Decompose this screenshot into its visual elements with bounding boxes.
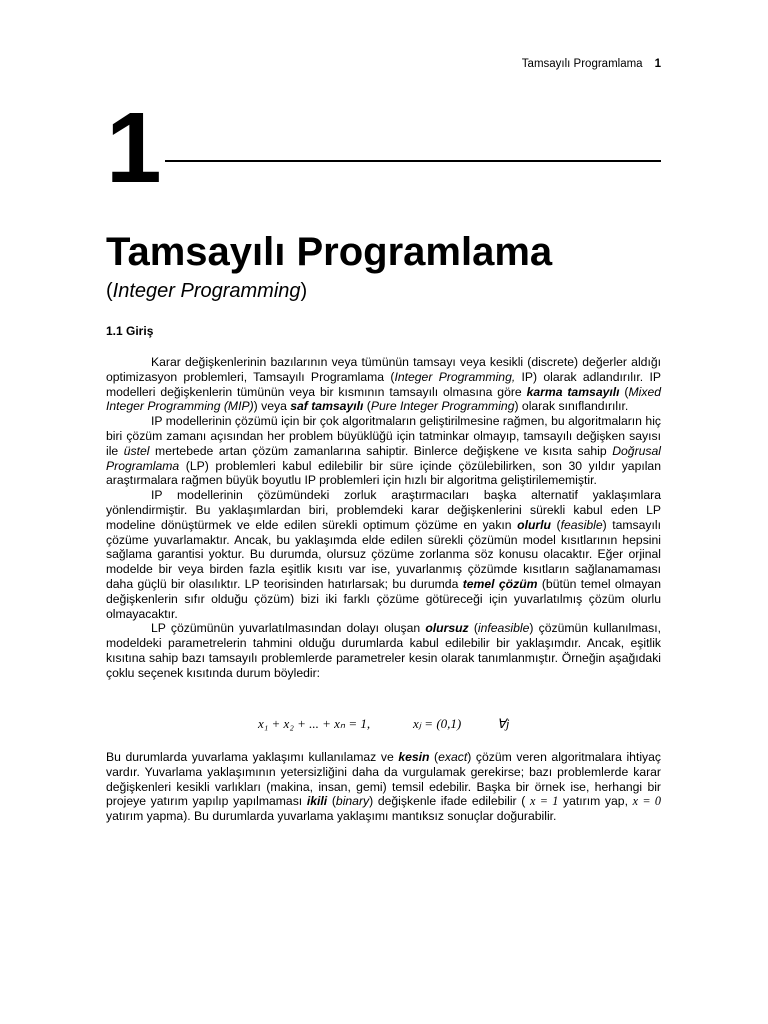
running-header bbox=[522, 58, 661, 70]
math-x-equals-1: x = 1 bbox=[529, 794, 559, 809]
running-header-title: Tamsayılı Programlama bbox=[521, 58, 643, 70]
body-text-continued bbox=[106, 750, 661, 824]
chapter-title: Tamsayılı Programlama bbox=[106, 230, 553, 274]
math-x-equals-0: x = 0 bbox=[632, 794, 661, 809]
paragraph-complexity: IP modellerinin çözümü için bir çok algoritmaların geliştirilmesine rağmen, bu algoritmaların hiç biri çözüm zamanı açısından her problem büyüklüğü için tatminkar olmayıp, tamsayılı değişken sayısı ile üstel mertebede artan çözüm zamanlarına sahiptir. Binlerce değişkene ve kısıta sahip Doğrusal Programlama (LP) problemleri kabul edilebilir bir süre içinde çözülebilirken, son 30 yıldır yapılan araştırmalara rağmen büyük boyutlu IP problemleri için hızlı bir algoritma geliştirilememiştir. bbox=[106, 414, 661, 488]
section-heading: 1.1 Giriş bbox=[106, 324, 154, 338]
paragraph-intro: Karar değişkenlerinin bazılarının veya tümünün tamsayı veya kesikli (discrete) değerler aldığı optimizasyon problemleri, Tamsayılı Programlama (Integer Programming, IP) olarak adlandırılır. IP modelleri değişkenlerin tümünün veya bir kısmının tamsayılı olmasına göre karma tamsayılı (Mixed Integer Programming (MIP)) veya saf tamsayılı (Pure Integer Programming) olarak sınıflandırılır. bbox=[106, 355, 662, 414]
subtitle-term: Integer Programming bbox=[112, 280, 301, 302]
paragraph-exact: Bu durumlarda yuvarlama yaklaşımı kullanılamaz ve kesin (exact) çözüm veren algoritmalara ihtiyaç vardır. Yuvarlama yaklaşımının yetersizliğini daha da vurgulamak gerekirse; bazı problemlerde karar değişkenleri kesikli varlıkları (makina, insan, gemi) temsil edebilir. Başka bir örnek ise, herhangi bir projeye yatırım yapılıp yapılmaması ikili (binary) değişkenle ifade edilebilir ( x = 1 yatırım yap, x = 0 yatırım yapma). Bu durumlarda yuvarlama yaklaşımı mantıksız sonuçlar doğurabilir. bbox=[106, 750, 661, 824]
paragraph-rounding: IP modellerinin çözümündeki zorluk araştırmacıları başka alternatif yaklaşımlara yönlendirmiştir. Bu yaklaşımlardan biri, problemdeki karar değişkenlerini sürekli kabul eden LP modeline dönüştürmek ve elde edilen sürekli optimum çözüme en yakın olurlu (feasible) tamsayılı çözüme yuvarlamaktır. Ancak, bu yaklaşımda elde edilen sürekli çözümün model kısıtlarının hepsini sağlama garantisi yoktur. Bu durumda, olursuz çözüme zorlanma söz konusu olacaktır. Eğer orjinal modelde bir veya birden fazla eşitlik kısıtı var ise, yuvarlanmış çözümde kısıtların sağlanamaması daha güçlü bir olasılıktır. LP teorisinden hatırlarsak; bu durumda temel çözüm (bütün temel olmayan değişkenlerin sıfır olduğu çözüm) bizi iki farklı çözüme götüreceği için yuvarlatılmış çözüm olurlu olmayacaktır. bbox=[106, 488, 661, 621]
chapter-number: 1 bbox=[106, 92, 162, 204]
constraint-forall: ∀j bbox=[497, 716, 510, 731]
chapter-rule bbox=[165, 160, 661, 162]
body-text bbox=[106, 355, 661, 681]
multiple-choice-constraint bbox=[0, 712, 768, 738]
constraint-binary: xⱼ = (0,1) bbox=[413, 716, 462, 731]
paragraph-infeasible: LP çözümünün yuvarlatılmasından dolayı oluşan olursuz (infeasible) çözümün kullanılması, modeldeki parametrelerin tahmini olduğu durumlarda kabul edilebilir bir yaklaşımdır. Ancak, eşitlik kısıtına sahip bazı tamsayılı problemlerde parametreler kesin olarak tanımlanmıştır. Örneğin aşağıdaki çoklu seçenek kısıtında durum böyledir: bbox=[106, 621, 661, 680]
constraint-sum: x₁ + x₂ + ... + xₙ = 1, bbox=[258, 716, 371, 731]
page-number: 1 bbox=[654, 58, 661, 70]
chapter-subtitle: (Integer Programming) bbox=[106, 280, 308, 302]
